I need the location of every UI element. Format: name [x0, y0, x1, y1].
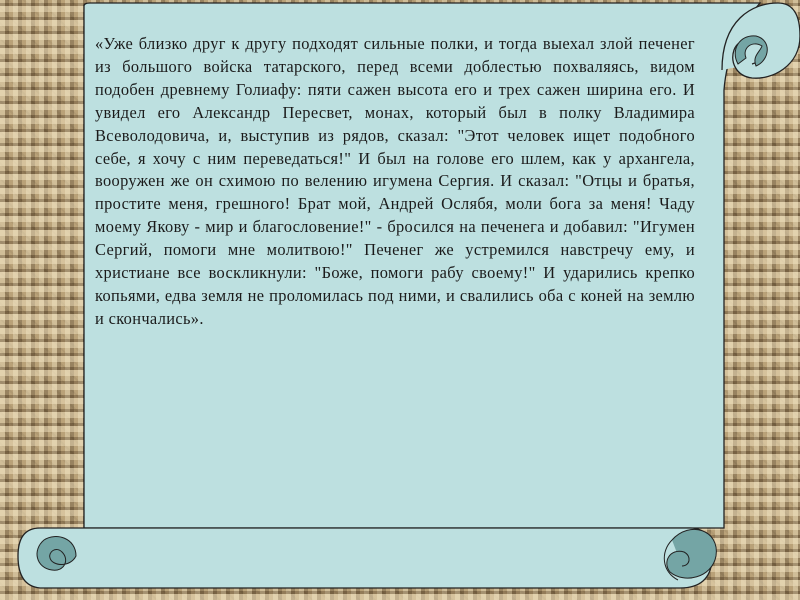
scroll-text: «Уже близко друг к другу подходят сильные полки, и тогда выехал злой печенег из большого войска татарского, перед всеми доблестью похваляясь, видом подобен древнему Голиафу: пяти сажен высота его и трех сажен ширина его. И увидел его Александр Пересвет, монах, который был в полку Владимира Всеволодовича, и, выступив из рядов, сказал: "Этот человек ищет подобного себе, я хочу с ним переведаться!" И был на голове его шлем, как у архангела, вооружен же он схимою по велению игумена Сергия. И сказал: "Отцы и братья, простите меня, грешного! Брат мой, Андрей Ослябя, моли бога за меня! Чаду моему Якову - мир и благословение!" - бросился на печенега и добавил: "Игумен Сергий, помоги мне молитвою!" Печенег же устремился навстречу ему, и христиане все воскликнули: "Боже, помоги рабу своему!" И ударились крепко копьями, едва земля не проломилась под ними, и свалились оба с коней на землю и скончались».: [95, 34, 695, 328]
scroll-bottom-roll: [18, 528, 712, 588]
